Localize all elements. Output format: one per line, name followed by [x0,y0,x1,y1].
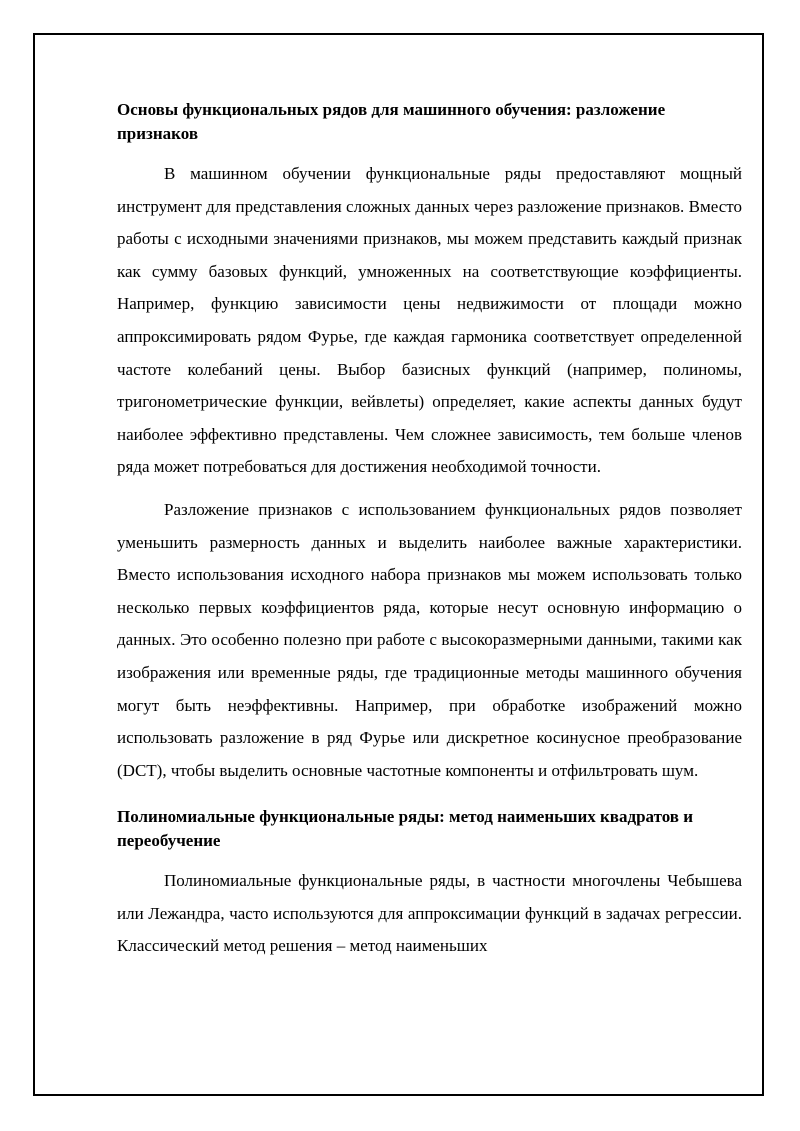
section-feature-decomposition [117,98,742,787]
document-body [117,98,742,973]
paragraph: Разложение признаков с использованием функциональных рядов позволяет уменьшить размерность данных и выделить наиболее важные характеристики. Вместо использования исходного набора признаков мы можем использовать только несколько первых коэффициентов ряда, которые несут основную информацию о данных. Это особенно полезно при работе с высокоразмерными данными, такими как изображения или временные ряды, где традиционные методы машинного обучения могут быть неэффективны. Например, при обработке изображений можно использовать разложение в ряд Фурье или дискретное косинусное преобразование (DCT), чтобы выделить основные частотные компоненты и отфильтровать шум. [117,499,742,780]
paragraph: Полиномиальные функциональные ряды, в частности многочлены Чебышева или Лежандра, часто используются для аппроксимации функций в задачах регрессии. Классический метод решения – метод наименьших [117,871,742,956]
section-heading: Основы функциональных рядов для машинного обучения: разложение признаков [117,100,666,143]
section-polynomial-series [117,805,742,963]
paragraph: В машинном обучении функциональные ряды предоставляют мощный инструмент для представления сложных данных через разложение признаков. Вместо работы с исходными значениями признаков, мы можем представить каждый признак как сумму базовых функций, умноженных на соответствующие коэффициенты. Например, функцию зависимости цены недвижимости от площади можно аппроксимировать рядом Фурье, где каждая гармоника соответствует определенной частоте колебаний цены. Выбор базисных функций (например, полиномы, тригонометрические функции, вейвлеты) определяет, какие аспекты данных будут наиболее эффективно представлены. Чем сложнее зависимость, тем больше членов ряда может потребоваться для достижения необходимой точности. [117,164,742,477]
section-heading: Полиномиальные функциональные ряды: метод наименьших квадратов и переобучение [117,807,694,851]
